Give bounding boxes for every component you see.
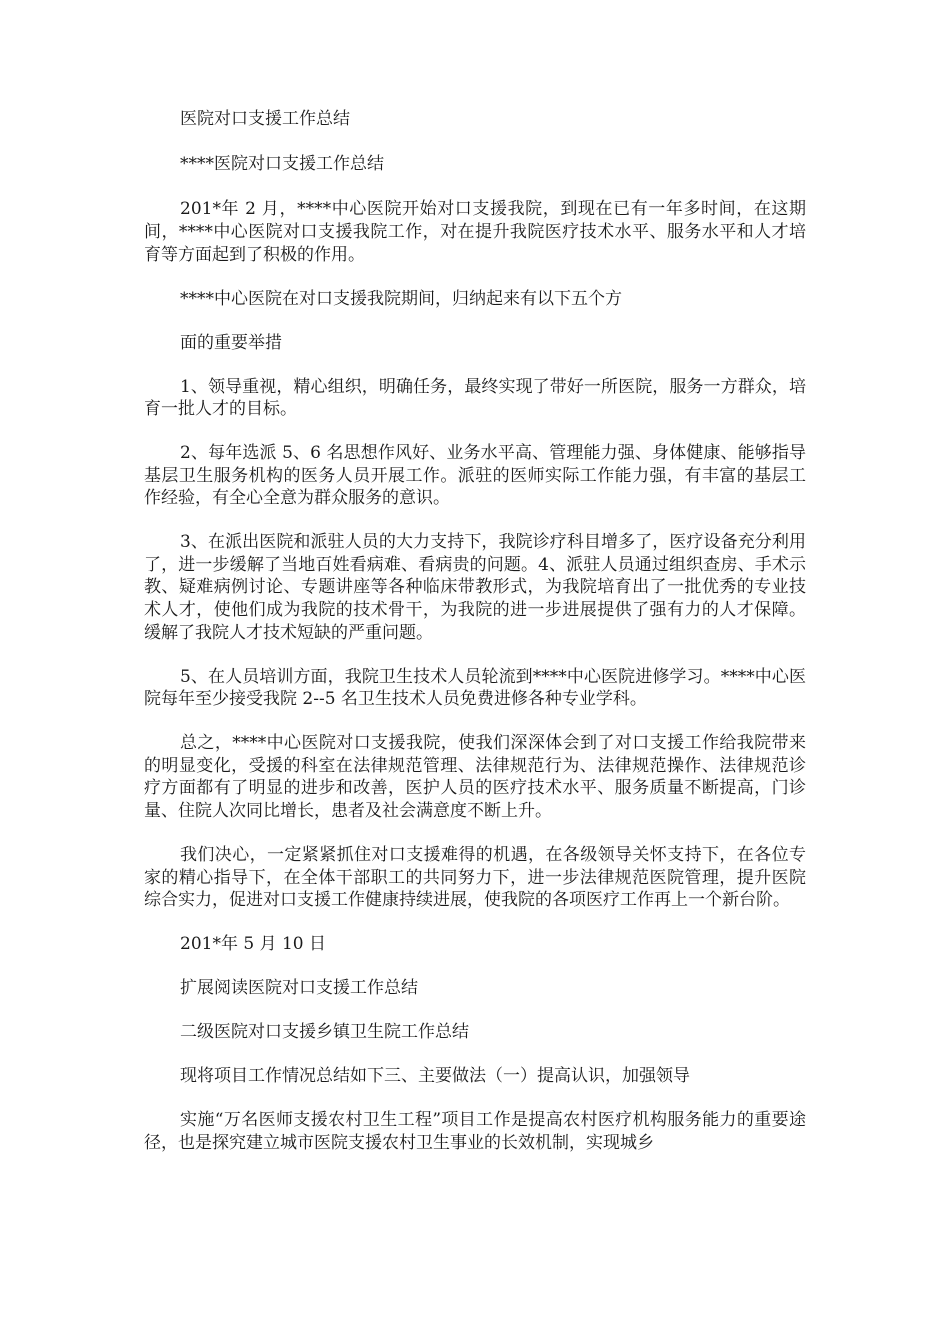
- document-subtitle: ****医院对口支援工作总结: [180, 154, 384, 175]
- extended-reading-heading: 扩展阅读医院对口支援工作总结: [180, 978, 418, 999]
- document-title: 医院对口支援工作总结: [180, 109, 350, 129]
- paragraph-measures-lead-cont: 面的重要举措: [180, 332, 282, 353]
- document-body: [144, 108, 806, 1176]
- paragraph-measures-lead: ****中心医院在对口支援我院期间，归纳起来有以下五个方: [180, 288, 622, 309]
- paragraph-item-3-4: 3、在派出医院和派驻人员的大力支持下，我院诊疗科目增多了，医疗设备充分利用了，进一步缓解了当地百姓看病难、看病贵的问题。4、派驻人员通过组织查房、手术示教、疑难病例讨论、专题讲座等各种临床带教形式，为我院培育出了一批优秀的专业技术人才，使他们成为我院的技术骨干，为我院的进一步进展提供了强有力的人才保障。缓解了我院人才技术短缺的严重问题。: [144, 532, 806, 643]
- paragraph-project-summary: 现将项目工作情况总结如下三、主要做法（一）提高认识，加强领导: [180, 1066, 690, 1087]
- paragraph-intro: 201*年 2 月，****中心医院开始对口支援我院，到现在已有一年多时间，在这期间，****中心医院对口支援我院工作，对在提升我院医疗技术水平、服务水平和人才培育等方面起到了积极的作用。: [144, 199, 806, 265]
- paragraph-summary: 总之，****中心医院对口支援我院，使我们深深体会到了对口支援工作给我院带来的明显变化，受援的科室在法律规范管理、法律规范行为、法律规范操作、法律规范诊疗方面都有了明显的进步和改善，医护人员的医疗技术水平、服务质量不断提高，门诊量、住院人次同比增长，患者及社会满意度不断上升。: [144, 733, 806, 821]
- paragraph-resolution: 我们决心，一定紧紧抓住对口支援难得的机遇，在各级领导关怀支持下，在各位专家的精心指导下，在全体干部职工的共同努力下，进一步法律规范医院管理，提升医院综合实力，促进对口支援工作健康持续进展，使我院的各项医疗工作再上一个新台阶。: [144, 844, 806, 911]
- paragraph-item-5: 5、在人员培训方面，我院卫生技术人员轮流到****中心医院进修学习。****中心医院每年至少接受我院 2--5 名卫生技术人员免费进修各种专业学科。: [144, 666, 806, 710]
- extended-reading-title: 二级医院对口支援乡镇卫生院工作总结: [180, 1022, 469, 1043]
- paragraph-item-2: 2、每年选派 5、6 名思想作风好、业务水平高、管理能力强、身体健康、能够指导基层卫生服务机构的医务人员开展工作。派驻的医师实际工作能力强，有丰富的基层工作经验，有全心全意为群众服务的意识。: [144, 443, 806, 509]
- document-date: 201*年 5 月 10 日: [180, 934, 327, 955]
- paragraph-item-1: 1、领导重视，精心组织，明确任务，最终实现了带好一所医院，服务一方群众，培育一批人才的目标。: [144, 376, 806, 420]
- paragraph-project-detail: 实施“万名医师支援农村卫生工程”项目工作是提高农村医疗机构服务能力的重要途径，也是探究建立城市医院支援农村卫生事业的长效机制，实现城乡: [144, 1110, 806, 1153]
